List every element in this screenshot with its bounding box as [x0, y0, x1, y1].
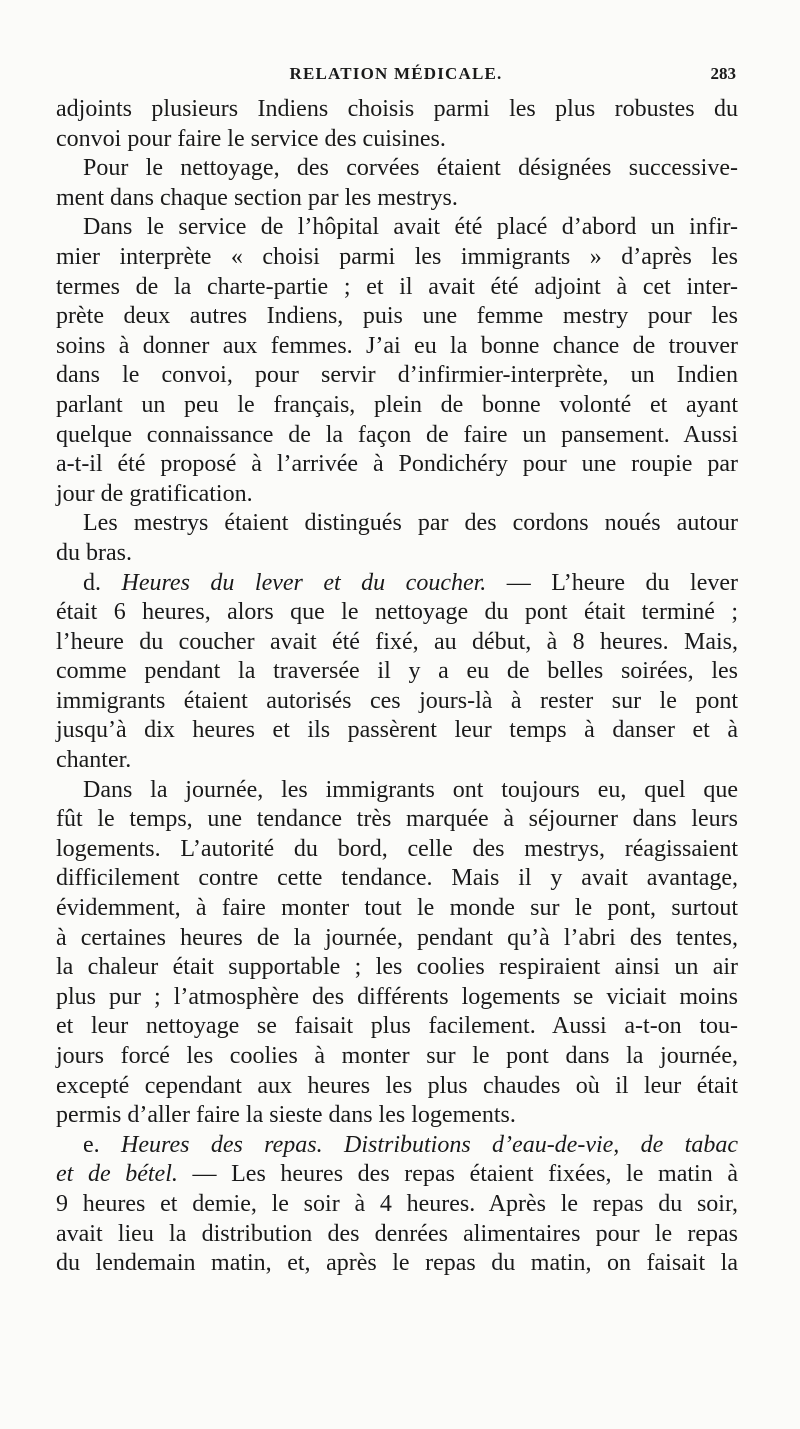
- text-line: permis d’aller faire la sieste dans les logements.: [56, 1102, 516, 1129]
- text-line: la chaleur était supportable ; les coolies respiraient ainsi un air: [56, 954, 738, 981]
- text-line: [56, 569, 738, 599]
- text-line: ment dans chaque section par les mestrys.: [56, 184, 458, 211]
- section-heading: et de bétel.: [56, 1161, 178, 1188]
- text-line: logements. L’autorité du bord, celle des mestrys, réagissaient: [56, 835, 738, 862]
- text-line: quelque connaissance de la façon de faire un pansement. Aussi: [56, 421, 738, 448]
- text-line: avait lieu la distribution des denrées alimentaires pour le repas: [56, 1220, 738, 1247]
- text-line: dans le convoi, pour servir d’infirmier-interprète, un Indien: [56, 362, 738, 389]
- text-line: convoi pour faire le service des cuisines.: [56, 125, 446, 152]
- text-line: soins à donner aux femmes. J’ai eu la bonne chance de trouver: [56, 332, 738, 359]
- text-line: plus pur ; l’atmosphère des différents logements se viciait moins: [56, 983, 738, 1010]
- text-line: du lendemain matin, et, après le repas du matin, on faisait la: [56, 1250, 738, 1277]
- text-line: Pour le nettoyage, des corvées étaient désignées successive-: [83, 155, 738, 182]
- text-line: à certaines heures de la journée, pendant qu’à l’abri des tentes,: [56, 924, 738, 951]
- section-heading-rest: — L’heure du lever: [486, 569, 738, 596]
- text-line: jours forcé les coolies à monter sur le pont dans la journée,: [56, 1043, 738, 1069]
- text-line: 9 heures et demie, le soir à 4 heures. Après le repas du soir,: [56, 1190, 738, 1217]
- text-line: jusqu’à dix heures et ils passèrent leur temps à danser et à: [56, 717, 738, 744]
- text-line: [56, 1160, 738, 1190]
- text-line: termes de la charte-partie ; et il avait été adjoint à cet inter-: [56, 273, 738, 300]
- text-line: prète deux autres Indiens, puis une femme mestry pour les: [56, 303, 738, 330]
- text-line: Les mestrys étaient distingués par des cordons noués autour: [83, 510, 738, 537]
- text-line: fût le temps, une tendance très marquée à séjourner dans leurs: [56, 806, 738, 833]
- running-head: [56, 64, 736, 88]
- text-line: l’heure du coucher avait été fixé, au début, à 8 heures. Mais,: [56, 628, 738, 655]
- body-text: [56, 95, 738, 1279]
- text-line: chanter.: [56, 747, 132, 774]
- text-line: immigrants étaient autorisés ces jours-là à rester sur le pont: [56, 687, 738, 714]
- text-line: comme pendant la traversée il y a eu de belles soirées, les: [56, 658, 738, 685]
- section-marker: e.: [83, 1131, 122, 1158]
- text-line: et leur nettoyage se faisait plus facilement. Aussi a-t-on tou-: [56, 1013, 738, 1040]
- text-line: difficilement contre cette tendance. Mais il y avait avantage,: [56, 865, 738, 892]
- section-heading-rest: — Les heures des repas étaient fixées, le matin à: [177, 1161, 738, 1188]
- text-line: Dans le service de l’hôpital avait été placé d’abord un infir-: [83, 214, 738, 241]
- running-title: RELATION MÉDICALE.: [289, 64, 503, 83]
- section-marker: d.: [83, 569, 122, 596]
- text-line: a-t-il été proposé à l’arrivée à Pondichéry pour une roupie par: [56, 451, 738, 478]
- text-line: jour de gratification.: [56, 480, 253, 507]
- text-line: était 6 heures, alors que le nettoyage du pont était terminé ;: [56, 599, 738, 626]
- text-line: adjoints plusieurs Indiens choisis parmi les plus robustes du: [56, 96, 738, 122]
- text-line: du bras.: [56, 539, 132, 566]
- section-heading: Heures du lever et du coucher.: [121, 569, 487, 596]
- text-line: [56, 1131, 738, 1161]
- text-line: évidemment, à faire monter tout le monde sur le pont, surtout: [56, 895, 738, 922]
- text-line: mier interprète « choisi parmi les immigrants » d’après les: [56, 243, 738, 270]
- page-number: 283: [710, 64, 736, 83]
- text-line: parlant un peu le français, plein de bonne volonté et ayant: [56, 391, 738, 418]
- text-line: Dans la journée, les immigrants ont toujours eu, quel que: [83, 776, 738, 803]
- section-heading: Heures des repas. Distributions d’eau-de-vie, de tabac: [121, 1131, 739, 1158]
- text-line: excepté cependant aux heures les plus chaudes où il leur était: [56, 1072, 738, 1099]
